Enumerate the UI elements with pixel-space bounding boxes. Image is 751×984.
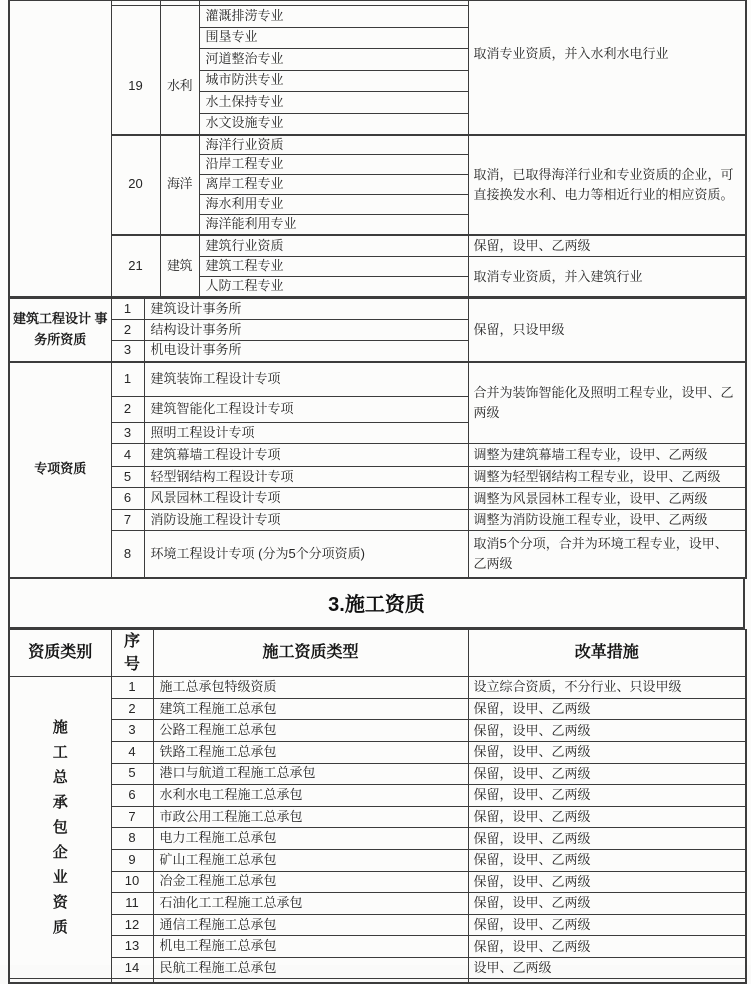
vertical-category-label: 施工总承包企业资质 — [52, 719, 68, 937]
design-office-and-special-table — [8, 298, 747, 579]
seq-cell: 20 — [111, 135, 160, 236]
seq-cell: 7 — [111, 510, 144, 531]
specialty-cell: 建筑工程专业 — [199, 257, 468, 277]
measure-cell: 调整为轻型钢结构工程专业，设甲、乙两级 — [468, 467, 746, 488]
specialty-cell: 水土保持专业 — [199, 92, 468, 114]
seq-cell-partial — [111, 979, 153, 983]
measure-cell: 保留，设甲、乙两级 — [468, 235, 746, 257]
specialty-cell: 海洋行业资质 — [199, 135, 468, 155]
type-cell: 铁路工程施工总承包 — [153, 741, 468, 763]
seq-cell: 19 — [111, 6, 160, 135]
seq-cell: 4 — [111, 741, 153, 763]
column-header-category: 资质类别 — [9, 629, 111, 676]
measure-cell: 保留，设甲、乙两级 — [468, 936, 746, 958]
type-cell: 通信工程施工总承包 — [153, 914, 468, 936]
table-row — [9, 531, 746, 578]
type-cell: 机电工程施工总承包 — [153, 936, 468, 958]
section3-heading: 3.施工资质 — [328, 594, 425, 617]
table-row — [9, 362, 746, 397]
industry-cell: 水利 — [160, 6, 199, 135]
type-cell: 民航工程施工总承包 — [153, 957, 468, 979]
seq-cell: 12 — [111, 914, 153, 936]
table-row — [9, 871, 746, 893]
construction-qualification-table — [8, 629, 747, 984]
measure-cell: 保留，设甲、乙两级 — [468, 871, 746, 893]
table-row — [9, 785, 746, 807]
type-cell: 矿山工程施工总承包 — [153, 849, 468, 871]
table-row — [9, 763, 746, 785]
measure-cell: 取消专业资质，并入水利水电行业 — [468, 1, 746, 135]
seq-cell: 4 — [111, 444, 144, 467]
type-cell: 水利水电工程施工总承包 — [153, 785, 468, 807]
specialty-cell: 水文设施专业 — [199, 113, 468, 135]
measure-cell: 取消5个分项，合并为环境工程专业，设甲、乙两级 — [468, 531, 746, 578]
industry-cell: 海洋 — [160, 135, 199, 236]
seq-cell: 2 — [111, 320, 144, 341]
measure-cell: 保留，设甲、乙两级 — [468, 893, 746, 915]
table-row — [9, 957, 746, 979]
type-cell: 电力工程施工总承包 — [153, 828, 468, 850]
design-industry-table-continued — [8, 0, 747, 298]
seq-cell: 6 — [111, 488, 144, 510]
category-cell-empty — [9, 1, 111, 298]
seq-cell: 3 — [111, 341, 144, 362]
measure-cell: 保留，设甲、乙两级 — [468, 763, 746, 785]
type-cell: 风景园林工程设计专项 — [144, 488, 468, 510]
table-row — [9, 720, 746, 742]
vertical-category-cell — [9, 677, 111, 979]
seq-cell: 13 — [111, 936, 153, 958]
measure-cell: 设立综合资质，不分行业、只设甲级 — [468, 677, 746, 699]
seq-cell: 21 — [111, 235, 160, 297]
column-header-measure: 改革措施 — [468, 629, 746, 676]
seq-cell: 2 — [111, 397, 144, 423]
table-row — [9, 828, 746, 850]
specialty-cell: 海水利用专业 — [199, 195, 468, 215]
category-cell-special: 专项资质 — [9, 362, 111, 578]
measure-cell: 调整为风景园林工程专业，设甲、乙两级 — [468, 488, 746, 510]
table-row — [9, 698, 746, 720]
table-row — [9, 299, 746, 320]
seq-cell: 10 — [111, 871, 153, 893]
measure-cell: 保留，设甲、乙两级 — [468, 828, 746, 850]
specialty-cell: 沿岸工程专业 — [199, 155, 468, 175]
measure-cell: 保留，设甲、乙两级 — [468, 741, 746, 763]
seq-cell: 5 — [111, 763, 153, 785]
type-cell: 建筑智能化工程设计专项 — [144, 397, 468, 423]
category-cell-partial — [9, 979, 111, 983]
type-cell: 建筑设计事务所 — [144, 299, 468, 320]
measure-cell: 调整为消防设施工程专业，设甲、乙两级 — [468, 510, 746, 531]
measure-cell: 取消，已取得海洋行业和专业资质的企业，可直接换发水利、电力等相近行业的相应资质。 — [468, 135, 746, 236]
measure-cell: 设甲、乙两级 — [468, 957, 746, 979]
type-cell: 机电设计事务所 — [144, 341, 468, 362]
table-row — [9, 135, 746, 155]
seq-cell: 1 — [111, 299, 144, 320]
measure-cell: 调整为建筑幕墙工程专业，设甲、乙两级 — [468, 444, 746, 467]
table-row — [9, 444, 746, 467]
type-cell: 港口与航道工程施工总承包 — [153, 763, 468, 785]
type-cell: 冶金工程施工总承包 — [153, 871, 468, 893]
seq-cell: 1 — [111, 677, 153, 699]
type-cell: 照明工程设计专项 — [144, 423, 468, 444]
specialty-cell: 建筑行业资质 — [199, 235, 468, 257]
measure-cell: 保留，设甲、乙两级 — [468, 785, 746, 807]
seq-cell: 3 — [111, 720, 153, 742]
measure-cell: 取消专业资质，并入建筑行业 — [468, 257, 746, 297]
type-cell: 轻型钢结构工程设计专项 — [144, 467, 468, 488]
seq-cell: 7 — [111, 806, 153, 828]
table-row — [9, 741, 746, 763]
table-row — [9, 677, 746, 699]
seq-cell: 14 — [111, 957, 153, 979]
seq-cell: 2 — [111, 698, 153, 720]
table-row — [9, 510, 746, 531]
measure-cell: 保留，设甲、乙两级 — [468, 806, 746, 828]
specialty-cell: 灌溉排涝专业 — [199, 6, 468, 28]
partial-row-cut — [9, 979, 746, 983]
table-row — [9, 235, 746, 257]
table-row — [9, 806, 746, 828]
industry-cell: 建筑 — [160, 235, 199, 297]
type-cell: 建筑幕墙工程设计专项 — [144, 444, 468, 467]
specialty-cell: 河道整治专业 — [199, 49, 468, 71]
seq-cell: 3 — [111, 423, 144, 444]
column-header-seq: 序号 — [111, 629, 153, 676]
type-cell: 石油化工工程施工总承包 — [153, 893, 468, 915]
type-cell: 市政公用工程施工总承包 — [153, 806, 468, 828]
type-cell: 公路工程施工总承包 — [153, 720, 468, 742]
column-header-type: 施工资质类型 — [153, 629, 468, 676]
measure-cell: 保留，设甲、乙两级 — [468, 914, 746, 936]
table-row — [9, 936, 746, 958]
seq-cell: 1 — [111, 362, 144, 397]
seq-cell: 9 — [111, 849, 153, 871]
construction-header-row — [9, 629, 746, 676]
measure-cell: 保留，只设甲级 — [468, 299, 746, 362]
seq-cell: 6 — [111, 785, 153, 807]
type-cell: 建筑工程施工总承包 — [153, 698, 468, 720]
measure-cell: 合并为装饰智能化及照明工程专业，设甲、乙两级 — [468, 362, 746, 444]
seq-cell: 8 — [111, 828, 153, 850]
table-row — [9, 914, 746, 936]
category-cell-design-office: 建筑工程设计 事务所资质 — [9, 299, 111, 362]
measure-cell-partial — [468, 979, 746, 983]
section3-heading-row — [8, 579, 745, 629]
type-cell: 结构设计事务所 — [144, 320, 468, 341]
seq-cell: 5 — [111, 467, 144, 488]
seq-cell: 8 — [111, 531, 144, 578]
table-row — [9, 849, 746, 871]
type-cell: 消防设施工程设计专项 — [144, 510, 468, 531]
specialty-cell: 城市防洪专业 — [199, 70, 468, 92]
type-cell-partial — [153, 979, 468, 983]
table-row — [9, 467, 746, 488]
measure-cell: 保留，设甲、乙两级 — [468, 698, 746, 720]
type-cell: 施工总承包特级资质 — [153, 677, 468, 699]
specialty-cell: 围垦专业 — [199, 27, 468, 49]
type-cell: 建筑装饰工程设计专项 — [144, 362, 468, 397]
table-row — [9, 893, 746, 915]
specialty-cell: 海洋能利用专业 — [199, 215, 468, 235]
table-row — [9, 488, 746, 510]
specialty-cell: 离岸工程专业 — [199, 175, 468, 195]
specialty-cell: 人防工程专业 — [199, 277, 468, 297]
measure-cell: 保留，设甲、乙两级 — [468, 720, 746, 742]
type-cell: 环境工程设计专项 (分为5个分项资质) — [144, 531, 468, 578]
seq-cell: 11 — [111, 893, 153, 915]
measure-cell: 保留，设甲、乙两级 — [468, 849, 746, 871]
